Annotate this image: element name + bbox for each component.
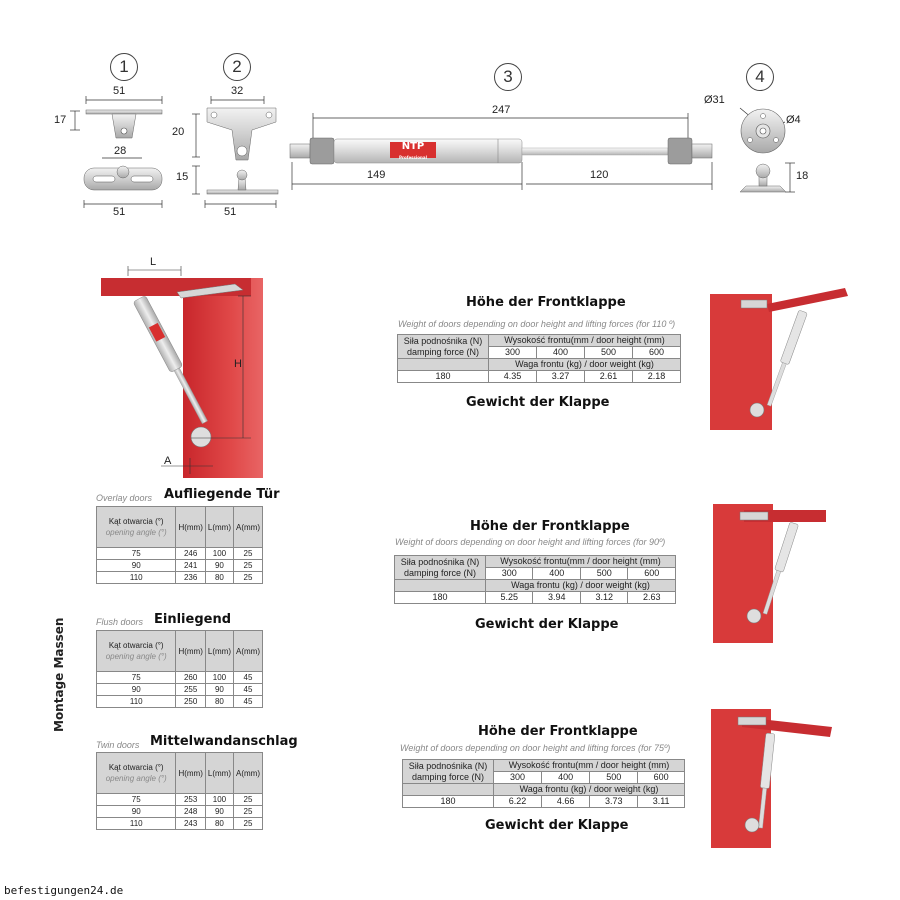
part-number-4: 4 <box>746 63 774 91</box>
table-row: 110 243 80 25 <box>97 818 263 830</box>
table-row: 180 6.22 4.66 3.73 3.11 <box>403 796 685 808</box>
p2-width-bottom: 51 <box>224 206 237 218</box>
force-table-75: Siła podnośnika (N) damping force (N) Wysokość frontu(mm / door height (mm) 300 400 500 600 Waga frontu (kg) / door weight (kg) 180 6.22 4.66 3.73 3.11 <box>402 759 685 808</box>
force-table-110: Siła podnośnika (N) damping force (N) Wysokość frontu(mm / door height (mm) 300 400 500 600 Waga frontu (kg) / door weight (kg) 180 4.35 3.27 2.61 2.18 <box>397 334 681 383</box>
force-sub-90: Weight of doors depending on door height and lifting forces (for 90º) <box>395 537 666 547</box>
force-title-110: Höhe der Frontklappe <box>466 295 626 310</box>
table-row: 180 4.35 3.27 2.61 2.18 <box>398 371 681 383</box>
cabinet-75-illustration <box>708 705 838 850</box>
p3-left: 149 <box>367 169 386 181</box>
ntp-logo-sub: Professional <box>399 155 427 160</box>
force-title-90: Höhe der Frontklappe <box>470 519 630 534</box>
cabinet-90-illustration <box>710 500 840 645</box>
p1-height: 17 <box>54 114 67 126</box>
force-sub-110: Weight of doors depending on door height and lifting forces (for 110 º) <box>398 319 676 329</box>
force-sub-75: Weight of doors depending on door height and lifting forces (for 75º) <box>400 743 671 753</box>
part-number-1: 1 <box>110 53 138 81</box>
part-number-3: 3 <box>494 63 522 91</box>
parts-drawing <box>0 0 900 230</box>
table-row: 90 248 90 25 <box>97 806 263 818</box>
overlay-table: Kąt otwarcia (°) opening angle (°) H(mm) L(mm) A(mm) 75 246 100 25 90 241 90 25 110 236 80 25 <box>96 506 263 584</box>
vertical-label: Montage Massen <box>52 617 66 732</box>
flush-sub: Flush doors <box>96 617 144 627</box>
p3-right: 120 <box>590 169 609 181</box>
ntp-logo <box>390 142 436 162</box>
table-row: 75 260 100 45 <box>97 672 263 684</box>
diagram-H: H <box>234 358 242 370</box>
p2-width-top: 32 <box>231 85 244 97</box>
p2-height: 20 <box>172 126 185 138</box>
twin-title: Mittelwandanschlag <box>150 734 298 749</box>
overlay-angle-header: Kąt otwarcia (°) opening angle (°) <box>97 507 176 548</box>
part-number-2: 2 <box>223 53 251 81</box>
p4-outer-diameter: Ø31 <box>704 94 725 106</box>
table-row: 75 253 100 25 <box>97 794 263 806</box>
overlay-sub: Overlay doors <box>96 493 153 503</box>
p3-total: 247 <box>492 104 511 116</box>
table-row: 90 241 90 25 <box>97 560 263 572</box>
twin-table: Kąt otwarcia (°) opening angle (°) H(mm) L(mm) A(mm) 75 253 100 25 90 248 90 25 110 243 80 25 <box>96 752 263 830</box>
table-row: 110 236 80 25 <box>97 572 263 584</box>
force-title-75: Höhe der Frontklappe <box>478 724 638 739</box>
footer-site: befestigungen24.de <box>4 884 124 897</box>
cabinet-110-illustration <box>705 282 855 432</box>
p4-height: 18 <box>796 170 809 182</box>
twin-sub: Twin doors <box>96 740 140 750</box>
flush-angle-header: Kąt otwarcia (°) opening angle (°) <box>97 631 176 672</box>
twin-angle-header: Kąt otwarcia (°) opening angle (°) <box>97 753 176 794</box>
table-row: 75 246 100 25 <box>97 548 263 560</box>
force-bottom-75: Gewicht der Klappe <box>485 818 629 833</box>
mount-diagram <box>95 262 270 480</box>
p1-width-bottom: 51 <box>113 206 126 218</box>
flush-table: Kąt otwarcia (°) opening angle (°) H(mm) L(mm) A(mm) 75 260 100 45 90 255 90 45 110 250 80 45 <box>96 630 263 708</box>
diagram-A: A <box>164 455 172 467</box>
flush-title: Einliegend <box>154 612 232 627</box>
overlay-title: Aufliegende Tür <box>164 487 280 502</box>
p4-inner-diameter: Ø4 <box>786 114 801 126</box>
table-row: 110 250 80 45 <box>97 696 263 708</box>
p1-width-top: 51 <box>113 85 126 97</box>
table-row: 180 5.25 3.94 3.12 2.63 <box>395 592 676 604</box>
force-table-90: Siła podnośnika (N) damping force (N) Wysokość frontu(mm / door height (mm) 300 400 500 600 Waga frontu (kg) / door weight (kg) 180 5.25 3.94 3.12 2.63 <box>394 555 676 604</box>
ntp-logo-text: NTP <box>401 141 425 152</box>
p1-mid: 28 <box>114 145 127 157</box>
diagram-L: L <box>150 256 157 268</box>
force-bottom-90: Gewicht der Klappe <box>475 617 619 632</box>
table-row: 90 255 90 45 <box>97 684 263 696</box>
force-bottom-110: Gewicht der Klappe <box>466 395 610 410</box>
p2-height2: 15 <box>176 171 189 183</box>
